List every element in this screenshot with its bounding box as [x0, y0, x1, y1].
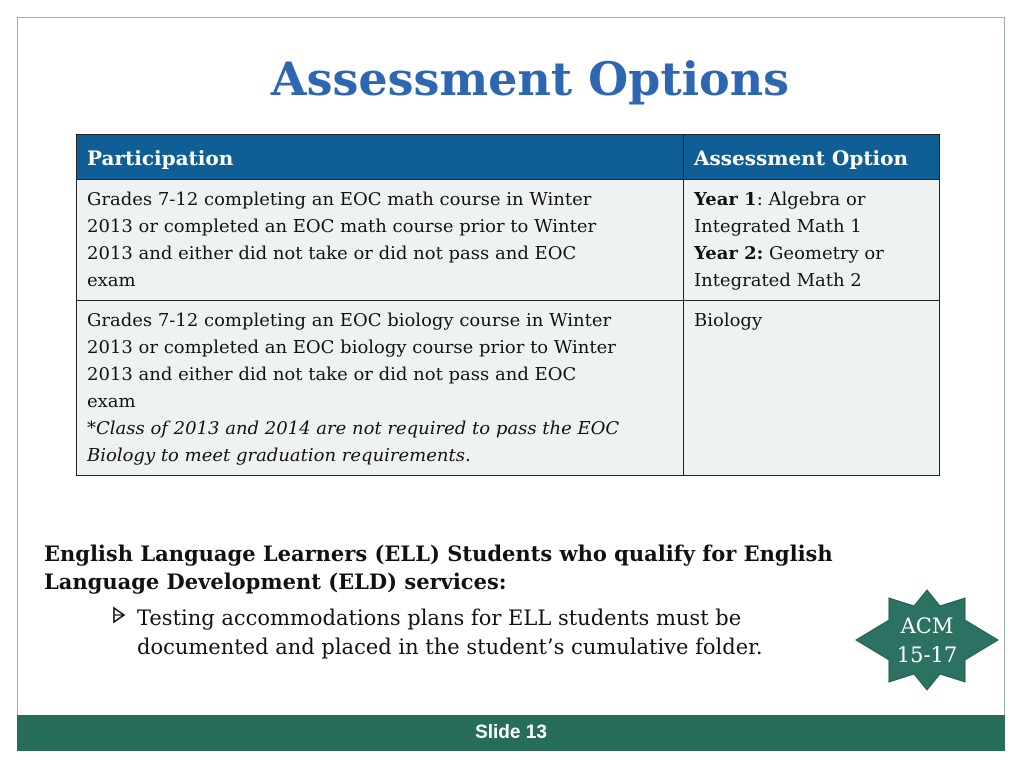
ell-bullet-item [112, 604, 852, 662]
option-text: : Algebra or [756, 189, 866, 210]
table-row [77, 180, 940, 301]
assessment-option-cell: Biology [684, 301, 940, 476]
participation-cell [77, 301, 684, 476]
ell-heading-line: Language Development (ELD) services: [44, 569, 507, 594]
participation-line: 2013 and either did not take or did not pass and EOC [87, 243, 577, 264]
table-header-row [77, 135, 940, 180]
option-year-label: Year 2: [694, 243, 764, 264]
acm-badge [852, 588, 1002, 692]
header-assessment-option: Assessment Option [684, 135, 940, 180]
participation-line: exam [87, 270, 136, 291]
slide-number: Slide 13 [475, 722, 547, 743]
option-line [694, 186, 929, 213]
participation-line: Grades 7-12 completing an EOC biology course in Winter [87, 310, 612, 331]
slide-title: Assessment Options [270, 52, 790, 106]
table-row [77, 301, 940, 476]
graduation-note-line: Biology to meet graduation requirements. [87, 445, 471, 466]
graduation-note-line: *Class of 2013 and 2014 are not required to pass the EOC [87, 418, 620, 439]
slide-footer-bar [17, 715, 1005, 751]
participation-line: 2013 and either did not take or did not pass and EOC [87, 364, 577, 385]
ell-bullet-line: Testing accommodations plans for ELL students must be [137, 606, 742, 630]
participation-line: 2013 or completed an EOC math course prior to Winter [87, 216, 597, 237]
ell-heading [44, 540, 964, 596]
participation-cell [77, 180, 684, 301]
participation-line: Grades 7-12 completing an EOC math course in Winter [87, 189, 592, 210]
option-text: Integrated Math 1 [694, 216, 862, 237]
acm-badge-line: ACM [900, 614, 954, 638]
option-line [694, 267, 929, 294]
option-line [694, 240, 929, 267]
header-participation: Participation [77, 135, 684, 180]
acm-badge-line: 15-17 [896, 643, 958, 667]
option-text: Integrated Math 2 [694, 270, 862, 291]
arrow-bullet-icon [112, 604, 128, 633]
acm-badge-text [852, 612, 1002, 670]
ell-heading-line: English Language Learners (ELL) Students who qualify for English [44, 541, 833, 566]
ell-bullet-line: documented and placed in the student’s cumulative folder. [137, 635, 763, 659]
option-line [694, 213, 929, 240]
participation-line: 2013 or completed an EOC biology course prior to Winter [87, 337, 616, 358]
assessment-option-cell [684, 180, 940, 301]
participation-line: exam [87, 391, 136, 412]
option-year-label: Year 1 [694, 189, 757, 210]
assessment-options-table [76, 134, 940, 476]
option-text: Geometry or [763, 243, 884, 264]
